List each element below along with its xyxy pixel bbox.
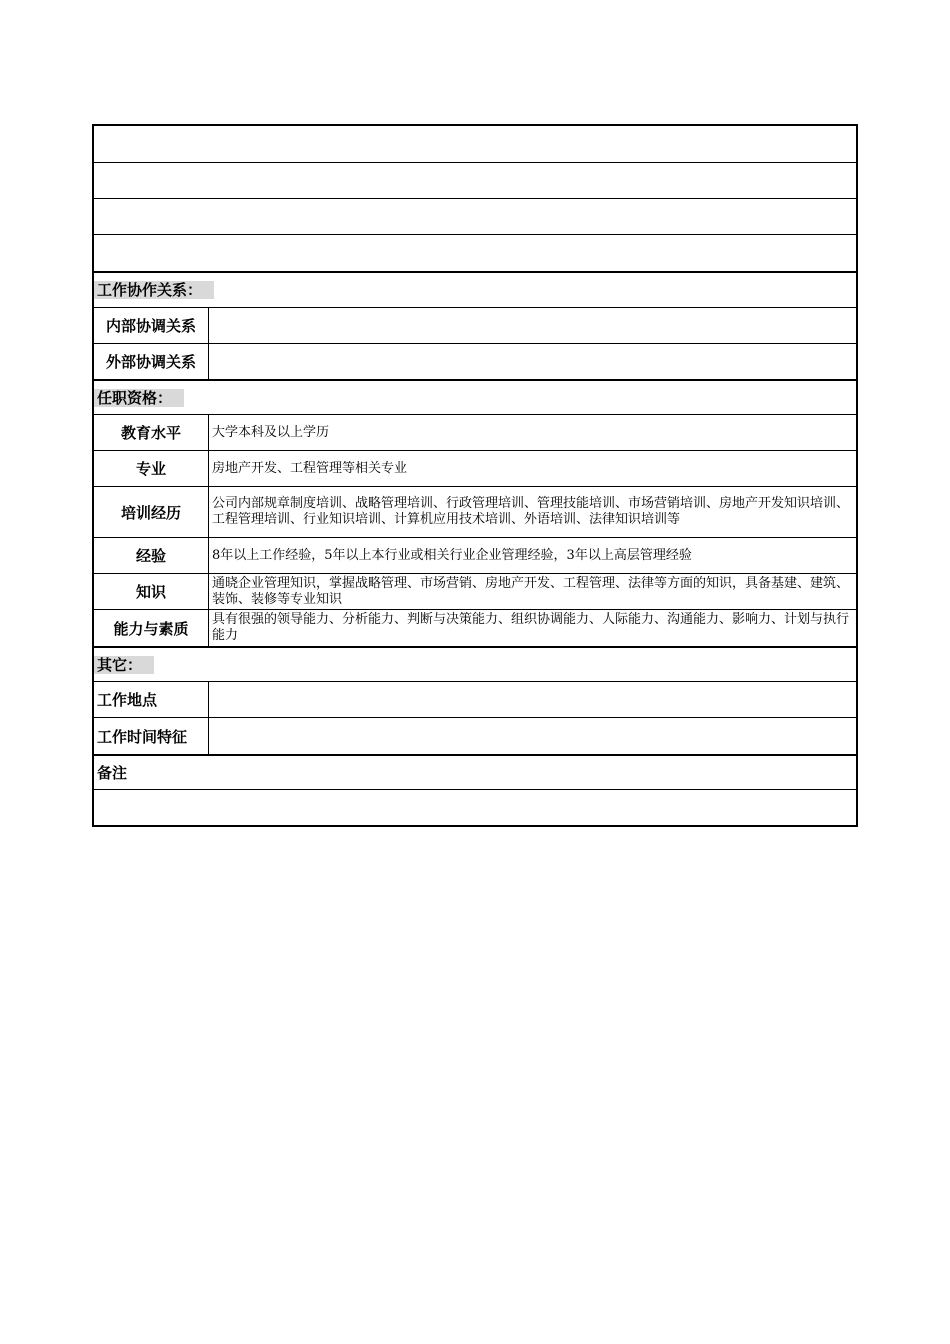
section-title: 备注 — [97, 763, 128, 782]
knowledge-label: 知识 — [94, 574, 209, 609]
remarks-content — [94, 789, 856, 825]
ability-value: 具有很强的领导能力、分析能力、判断与决策能力、组织协调能力、人际能力、沟通能力、影响力、计划与执行能力 — [212, 612, 850, 643]
external-coordination-value — [209, 344, 856, 379]
empty-row — [94, 198, 856, 234]
table-row — [94, 717, 856, 754]
table-row — [94, 537, 856, 573]
major-value: 房地产开发、工程管理等相关专业 — [212, 460, 408, 476]
section-collaboration — [94, 271, 856, 307]
table-row — [94, 486, 856, 537]
section-title: 其它： — [94, 656, 154, 674]
training-label: 培训经历 — [94, 487, 209, 537]
experience-label: 经验 — [94, 538, 209, 573]
external-coordination-label: 外部协调关系 — [94, 344, 209, 379]
experience-value: 8年以上工作经验，5年以上本行业或相关行业企业管理经验，3年以上高层管理经验 — [212, 547, 692, 563]
empty-row — [94, 234, 856, 271]
empty-row — [94, 162, 856, 198]
table-row — [94, 343, 856, 379]
work-time-label: 工作时间特征 — [94, 718, 209, 754]
empty-row — [94, 126, 856, 162]
table-row — [94, 450, 856, 486]
table-row — [94, 573, 856, 609]
table-row — [94, 414, 856, 450]
work-location-label: 工作地点 — [94, 682, 209, 717]
work-location-value — [209, 682, 856, 717]
education-value: 大学本科及以上学历 — [212, 424, 330, 440]
section-qualifications — [94, 379, 856, 414]
internal-coordination-label: 内部协调关系 — [94, 308, 209, 343]
section-title: 任职资格： — [94, 389, 184, 407]
major-label: 专业 — [94, 451, 209, 486]
table-row — [94, 609, 856, 646]
knowledge-value: 通晓企业管理知识，掌握战略管理、市场营销、房地产开发、工程管理、法律等方面的知识，具备基建、建筑、装饰、装修等专业知识 — [212, 575, 850, 607]
table-row — [94, 307, 856, 343]
section-other — [94, 646, 856, 681]
ability-label: 能力与素质 — [94, 610, 209, 646]
section-remarks — [94, 754, 856, 789]
training-value: 公司内部规章制度培训、战略管理培训、行政管理培训、管理技能培训、市场营销培训、房地产开发知识培训、工程管理培训、行业知识培训、计算机应用技术培训、外语培训、法律知识培训等 — [212, 496, 850, 527]
table-row — [94, 681, 856, 717]
internal-coordination-value — [209, 308, 856, 343]
education-label: 教育水平 — [94, 415, 209, 450]
job-description-table — [92, 124, 858, 827]
work-time-value — [209, 718, 856, 754]
section-title: 工作协作关系： — [94, 281, 214, 299]
